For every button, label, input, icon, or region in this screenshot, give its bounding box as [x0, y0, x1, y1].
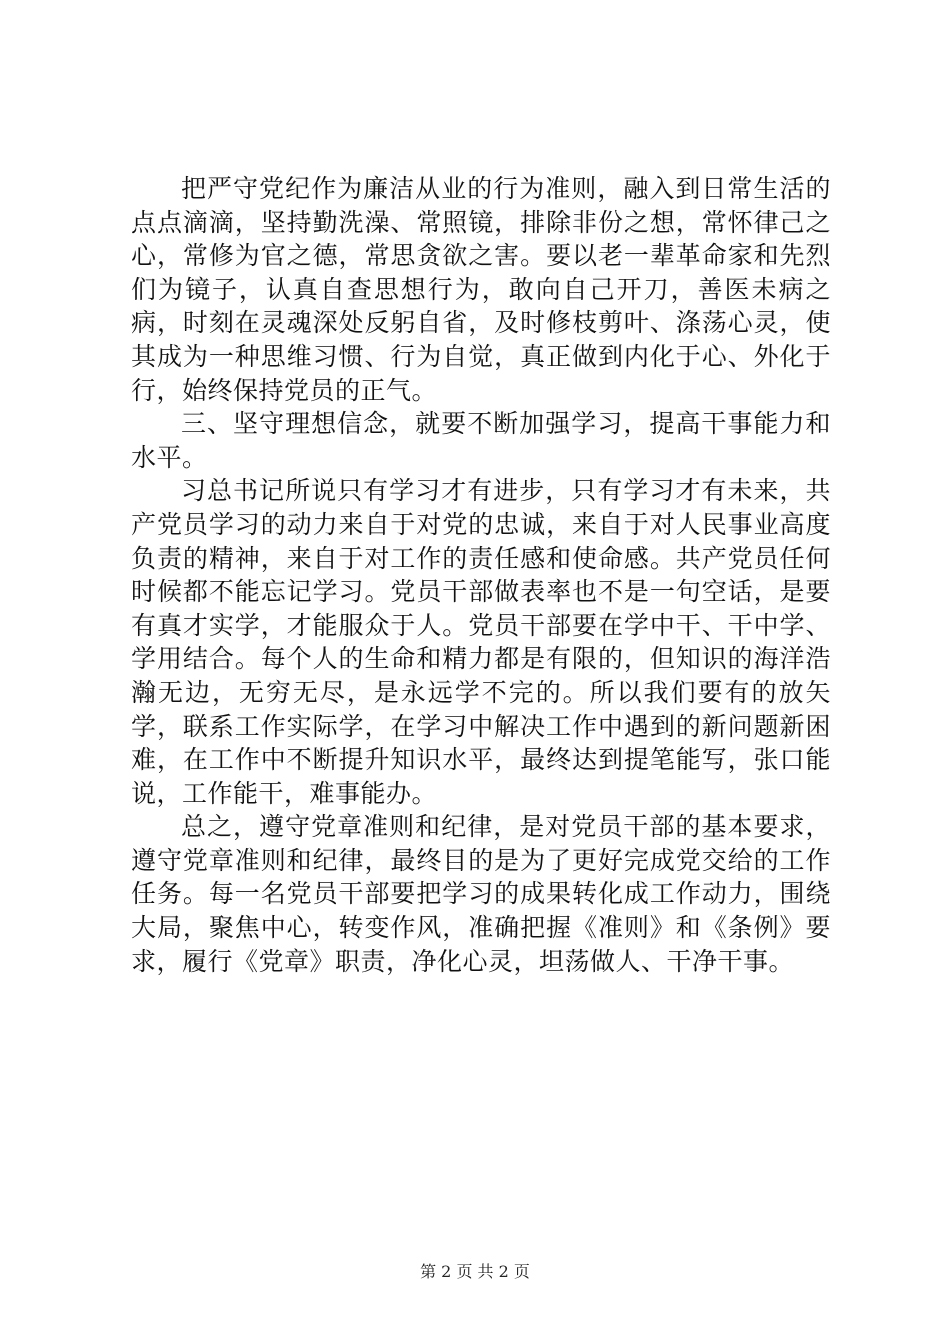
paragraph-study: 习总书记所说只有学习才有进步，只有学习才有未来，共产党员学习的动力来自于对党的忠诚，来自于对人民事业高度负责的精神，来自于对工作的责任感和使命感。共产党员任何时候都不能忘记学习。党员干部做表率也不是一句空话，是要有真才实学，才能服众于人。党员干部要在学中干、干中学、学用结合。每个人的生命和精力都是有限的，但知识的海洋浩瀚无边，无穷无尽，是永远学不完的。所以我们要有的放矢学，联系工作实际学，在学习中解决工作中遇到的新问题新困难，在工作中不断提升知识水平，最终达到提笔能写，张口能说，工作能干，难事能办。 — [131, 476, 831, 808]
paragraph-discipline: 把严守党纪作为廉洁从业的行为准则，融入到日常生活的点点滴滴，坚持勤洗澡、常照镜，排除非份之想，常怀律己之心，常修为官之德，常思贪欲之害。要以老一辈革命家和先烈们为镜子，认真自查思想行为，敢向自己开刀，善医未病之病，时刻在灵魂深处反躬自省，及时修枝剪叶、涤荡心灵，使其成为一种思维习惯、行为自觉，真正做到内化于心、外化于行，始终保持党员的正气。 — [131, 174, 831, 405]
paragraph-section-three-heading: 三、坚守理想信念，就要不断加强学习，提高干事能力和水平。 — [131, 409, 831, 472]
page-number-footer: 第 2 页 共 2 页 — [420, 1262, 530, 1281]
paragraph-conclusion: 总之，遵守党章准则和纪律，是对党员干部的基本要求，遵守党章准则和纪律，最终目的是为了更好完成党交给的工作任务。每一名党员干部要把学习的成果转化成工作动力，围绕大局，聚焦中心，转变作风，准确把握《准则》和《条例》要求，履行《党章》职责，净化心灵，坦荡做人、干净干事。 — [131, 812, 831, 976]
document-body — [131, 172, 831, 978]
